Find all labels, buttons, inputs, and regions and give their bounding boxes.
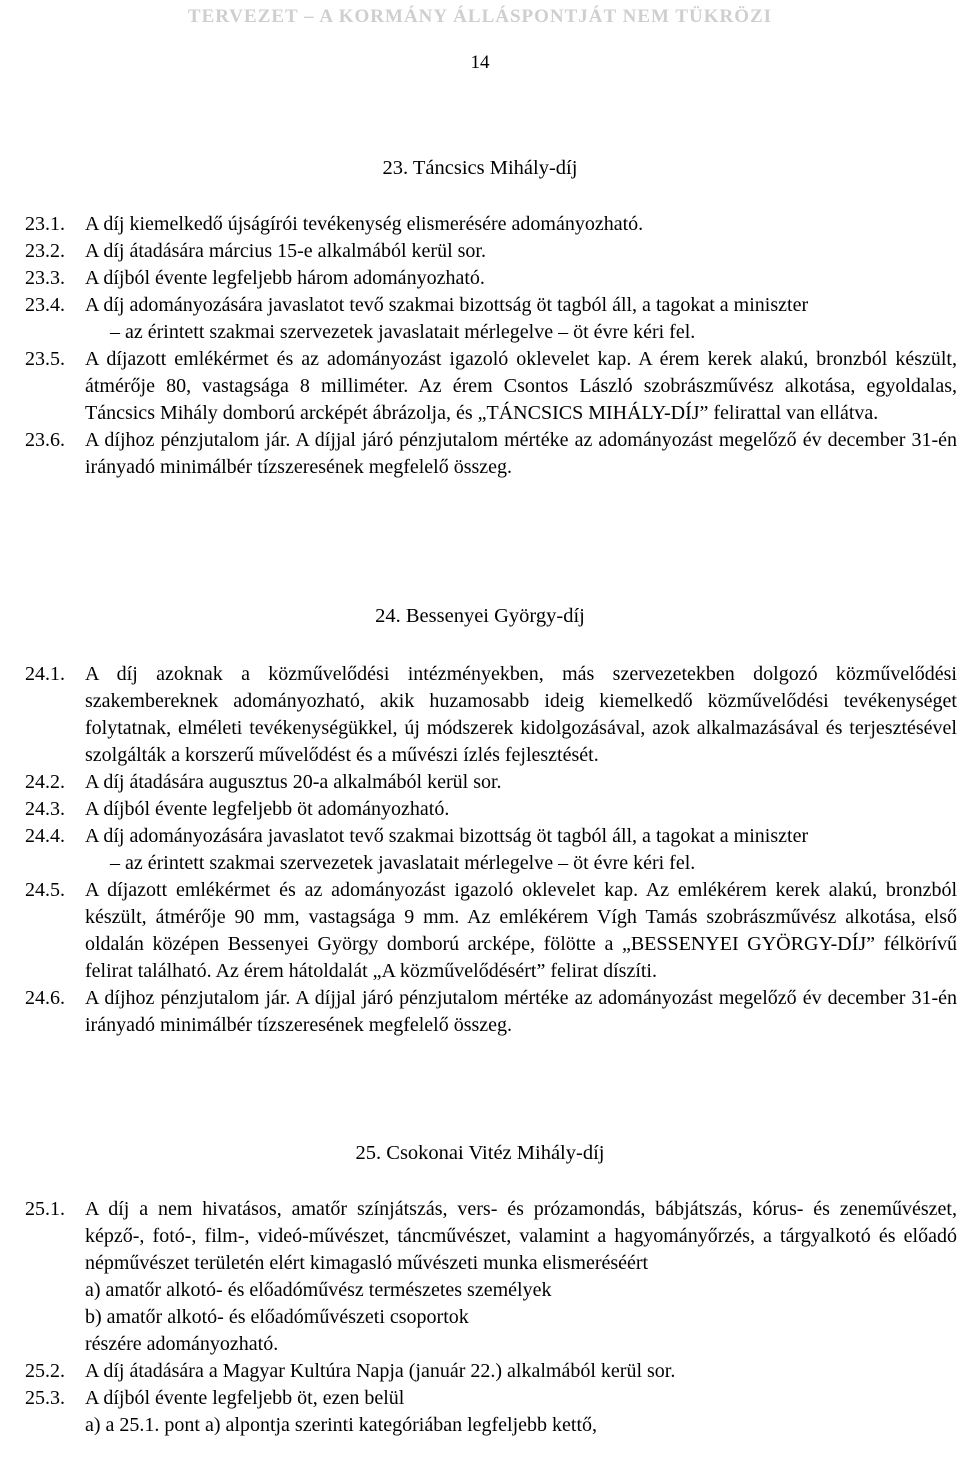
item-text: A díj kiemelkedő újságírói tevékenység elismerésére adományozható.	[85, 213, 644, 235]
section-24-title: 24. Bessenyei György-díj	[375, 605, 585, 627]
item-number: 23.1.	[25, 213, 65, 235]
list-item	[25, 877, 957, 985]
item-text: A díj átadására március 15-e alkalmából kerül sor.	[85, 240, 486, 262]
item-number: 25.2.	[25, 1360, 65, 1382]
item-text: A díjhoz pénzjutalom jár. A díjjal járó pénzjutalom mértéke az adományozást megelőző év december 31-én irányadó minimálbér tízszeresének megfelelő összeg.	[85, 429, 957, 478]
section-23-title: 23. Táncsics Mihály-díj	[382, 157, 578, 179]
item-number: 24.4.	[25, 825, 65, 847]
item-text: A díj átadására augusztus 20-a alkalmából kerül sor.	[85, 771, 502, 793]
section-25-title: 25. Csokonai Vitéz Mihály-díj	[355, 1142, 605, 1164]
item-continuation: – az érintett szakmai szervezetek javaslatait mérlegelve – öt évre kéri fel.	[110, 321, 696, 343]
item-text: A díj azoknak a közművelődési intézményekben, más szervezetekben dolgozó közművelődési szakembereknek adományozható, akik huzamosabb ideig kiemelkedő közművelődési tevékenységet folytatnak, elméleti tevékenységükkel, új módszerek kidolgozásával, azok alkalmazásával és terjesztésével szolgálták a korszerű művelődést és a művészi ízlés fejlesztését.	[85, 663, 957, 766]
item-text: A díjból évente legfeljebb öt, ezen belül	[85, 1387, 405, 1409]
list-item	[25, 1196, 957, 1277]
list-item	[25, 985, 957, 1039]
item-text: A díjból évente legfeljebb három adományozható.	[85, 267, 485, 289]
item-number: 24.1.	[25, 663, 65, 685]
item-number: 23.6.	[25, 429, 65, 451]
item-text: A díjhoz pénzjutalom jár. A díjjal járó pénzjutalom mértéke az adományozást megelőző év december 31-én irányadó minimálbér tízszeresének megfelelő összeg.	[85, 987, 957, 1036]
section-23-body	[25, 211, 957, 481]
item-number: 24.3.	[25, 798, 65, 820]
list-item	[25, 1385, 957, 1412]
list-item	[25, 823, 957, 850]
list-item	[25, 211, 957, 238]
sub-item: a) amatőr alkotó- és előadóművész természetes személyek	[85, 1279, 552, 1301]
draft-watermark: TERVEZET – A KORMÁNY ÁLLÁSPONTJÁT NEM TÜKRÖZI	[187, 6, 773, 27]
item-text: A díjból évente legfeljebb öt adományozható.	[85, 798, 450, 820]
page-number: 14	[470, 52, 490, 73]
item-number: 24.6.	[25, 987, 65, 1009]
sub-item: b) amatőr alkotó- és előadóművészeti csoportok	[85, 1306, 469, 1328]
item-number: 23.3.	[25, 267, 65, 289]
item-number: 23.5.	[25, 348, 65, 370]
item-number: 24.2.	[25, 771, 65, 793]
item-text: A díj adományozására javaslatot tevő szakmai bizottság öt tagból áll, a tagokat a miniszter	[85, 825, 809, 847]
item-number: 25.3.	[25, 1387, 65, 1409]
list-item	[25, 427, 957, 481]
item-text: A díj adományozására javaslatot tevő szakmai bizottság öt tagból áll, a tagokat a miniszter	[85, 294, 809, 316]
item-text: A díj a nem hivatásos, amatőr színjátszás, vers- és prózamondás, bábjátszás, kórus- és zeneművészet, képző-, fotó-, film-, videó-művészet, táncművészet, valamint a hagyományőrzés, a tárgyalkotó és előadó népművészet területén elért kimagasló művészeti munka elismeréséért	[85, 1198, 957, 1274]
item-number: 24.5.	[25, 879, 65, 901]
list-item	[25, 346, 957, 427]
item-text: A díjazott emlékérmet és az adományozást igazoló oklevelet kap. A érem kerek alakú, bronzból készült, átmérője 80, vastagsága 8 milliméter. Az érem Csontos László szobrászművész alkotása, egyoldalas, Táncsics Mihály domború arcképét ábrázolja, és „TÁNCSICS MIHÁLY-DÍJ” felirattal van ellátva.	[85, 348, 957, 424]
list-item	[25, 238, 957, 265]
list-item	[25, 292, 957, 319]
section-25-body	[25, 1196, 957, 1439]
list-item	[25, 796, 957, 823]
item-number: 23.2.	[25, 240, 65, 262]
list-item	[25, 1358, 957, 1385]
section-24-body	[25, 661, 957, 1039]
item-number: 25.1.	[25, 1198, 65, 1220]
item-continuation: – az érintett szakmai szervezetek javaslatait mérlegelve – öt évre kéri fel.	[110, 852, 696, 874]
list-item	[25, 769, 957, 796]
item-number: 23.4.	[25, 294, 65, 316]
item-text: A díjazott emlékérmet és az adományozást igazoló oklevelet kap. Az emlékérem kerek alakú, bronzból készült, átmérője 90 mm, vastagsága 9 mm. Az emlékérem Vígh Tamás szobrászművész alkotása, első oldalán középen Bessenyei György domború arcképe, fölötte a „BESSENYEI GYÖRGY-DÍJ” félkörívű felirat található. Az érem hátoldalát „A közművelődésért” felirat díszíti.	[85, 879, 957, 982]
item-text: A díj átadására a Magyar Kultúra Napja (január 22.) alkalmából kerül sor.	[85, 1360, 676, 1382]
list-item	[25, 661, 957, 769]
sub-item: részére adományozható.	[85, 1333, 279, 1355]
list-item	[25, 265, 957, 292]
sub-item: a) a 25.1. pont a) alpontja szerinti kategóriában legfeljebb kettő,	[85, 1414, 598, 1436]
